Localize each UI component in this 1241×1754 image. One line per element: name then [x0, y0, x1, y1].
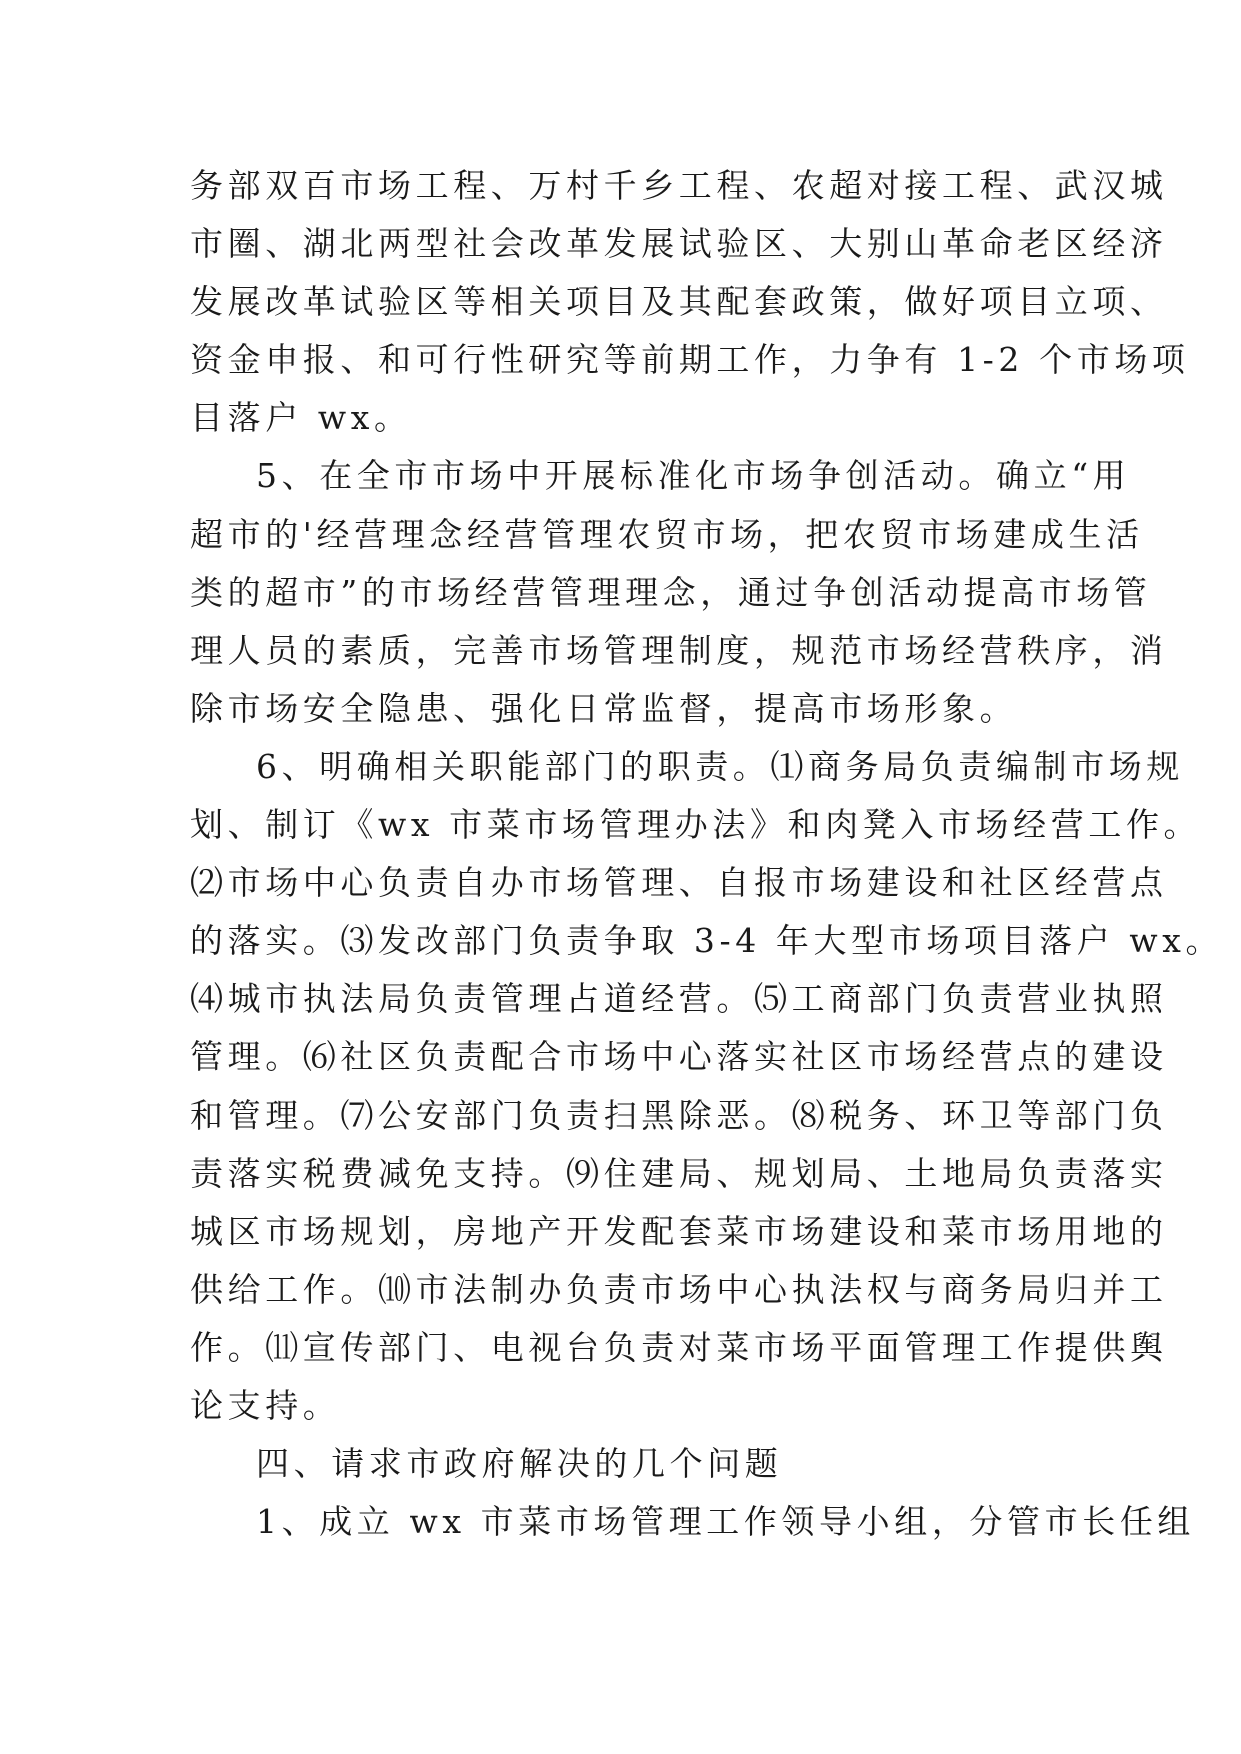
text-line: 的落实。⑶发改部门负责争取 3-4 年大型市场项目落户 wx。: [190, 921, 1224, 961]
text-line: ⑷城市执法局负责管理占道经营。⑸工商部门负责营业执照: [190, 979, 1168, 1019]
text-line: 作。⑾宣传部门、电视台负责对菜市场平面管理工作提供舆: [190, 1327, 1168, 1367]
text-line: 城区市场规划，房地产开发配套菜市场建设和菜市场用地的: [190, 1211, 1168, 1251]
text-line: 划、制订《wx 市菜市场管理办法》和肉凳入市场经营工作。: [190, 805, 1202, 845]
text-line: 除市场安全隐患、强化日常监督，提高市场形象。: [190, 688, 1018, 728]
text-line: 理人员的素质，完善市场管理制度，规范市场经营秩序，消: [190, 630, 1168, 670]
text-line: 超市的'经营理念经营管理农贸市场，把农贸市场建成生活: [190, 514, 1144, 554]
paragraph-start-line: 5、在全市市场中开展标准化市场争创活动。确立“用: [256, 456, 1131, 496]
document-body: [190, 157, 1224, 1551]
text-line: 类的超市”的市场经营管理理念，通过争创活动提高市场管: [190, 572, 1152, 612]
text-line: 和管理。⑺公安部门负责扫黑除恶。⑻税务、环卫等部门负: [190, 1095, 1168, 1135]
text-line: 务部双百市场工程、万村千乡工程、农超对接工程、武汉城: [190, 166, 1168, 205]
text-line: ⑵市场中心负责自办市场管理、自报市场建设和社区经营点: [190, 863, 1168, 903]
text-line: 资金申报、和可行性研究等前期工作，力争有 1-2 个市场项: [190, 340, 1190, 380]
paragraph-start-line: 1、成立 wx 市菜市场管理工作领导小组，分管市长任组: [256, 1502, 1196, 1542]
text-line: 供给工作。⑽市法制办负责市场中心执法权与商务局归并工: [190, 1269, 1168, 1309]
paragraph-start-line: 6、明确相关职能部门的职责。⑴商务局负责编制市场规: [256, 746, 1184, 786]
text-line: 论支持。: [190, 1385, 341, 1425]
text-line: 目落户 wx。: [190, 398, 412, 438]
text-line: 市圈、湖北两型社会改革发展试验区、大别山革命老区经济: [190, 224, 1168, 264]
text-line: 发展改革试验区等相关项目及其配套政策，做好项目立项、: [190, 282, 1168, 322]
text-line: 管理。⑹社区负责配合市场中心落实社区市场经营点的建设: [190, 1037, 1168, 1077]
text-line: 责落实税费减免支持。⑼住建局、规划局、土地局负责落实: [190, 1153, 1168, 1193]
section-heading: 四、请求市政府解决的几个问题: [256, 1444, 783, 1484]
